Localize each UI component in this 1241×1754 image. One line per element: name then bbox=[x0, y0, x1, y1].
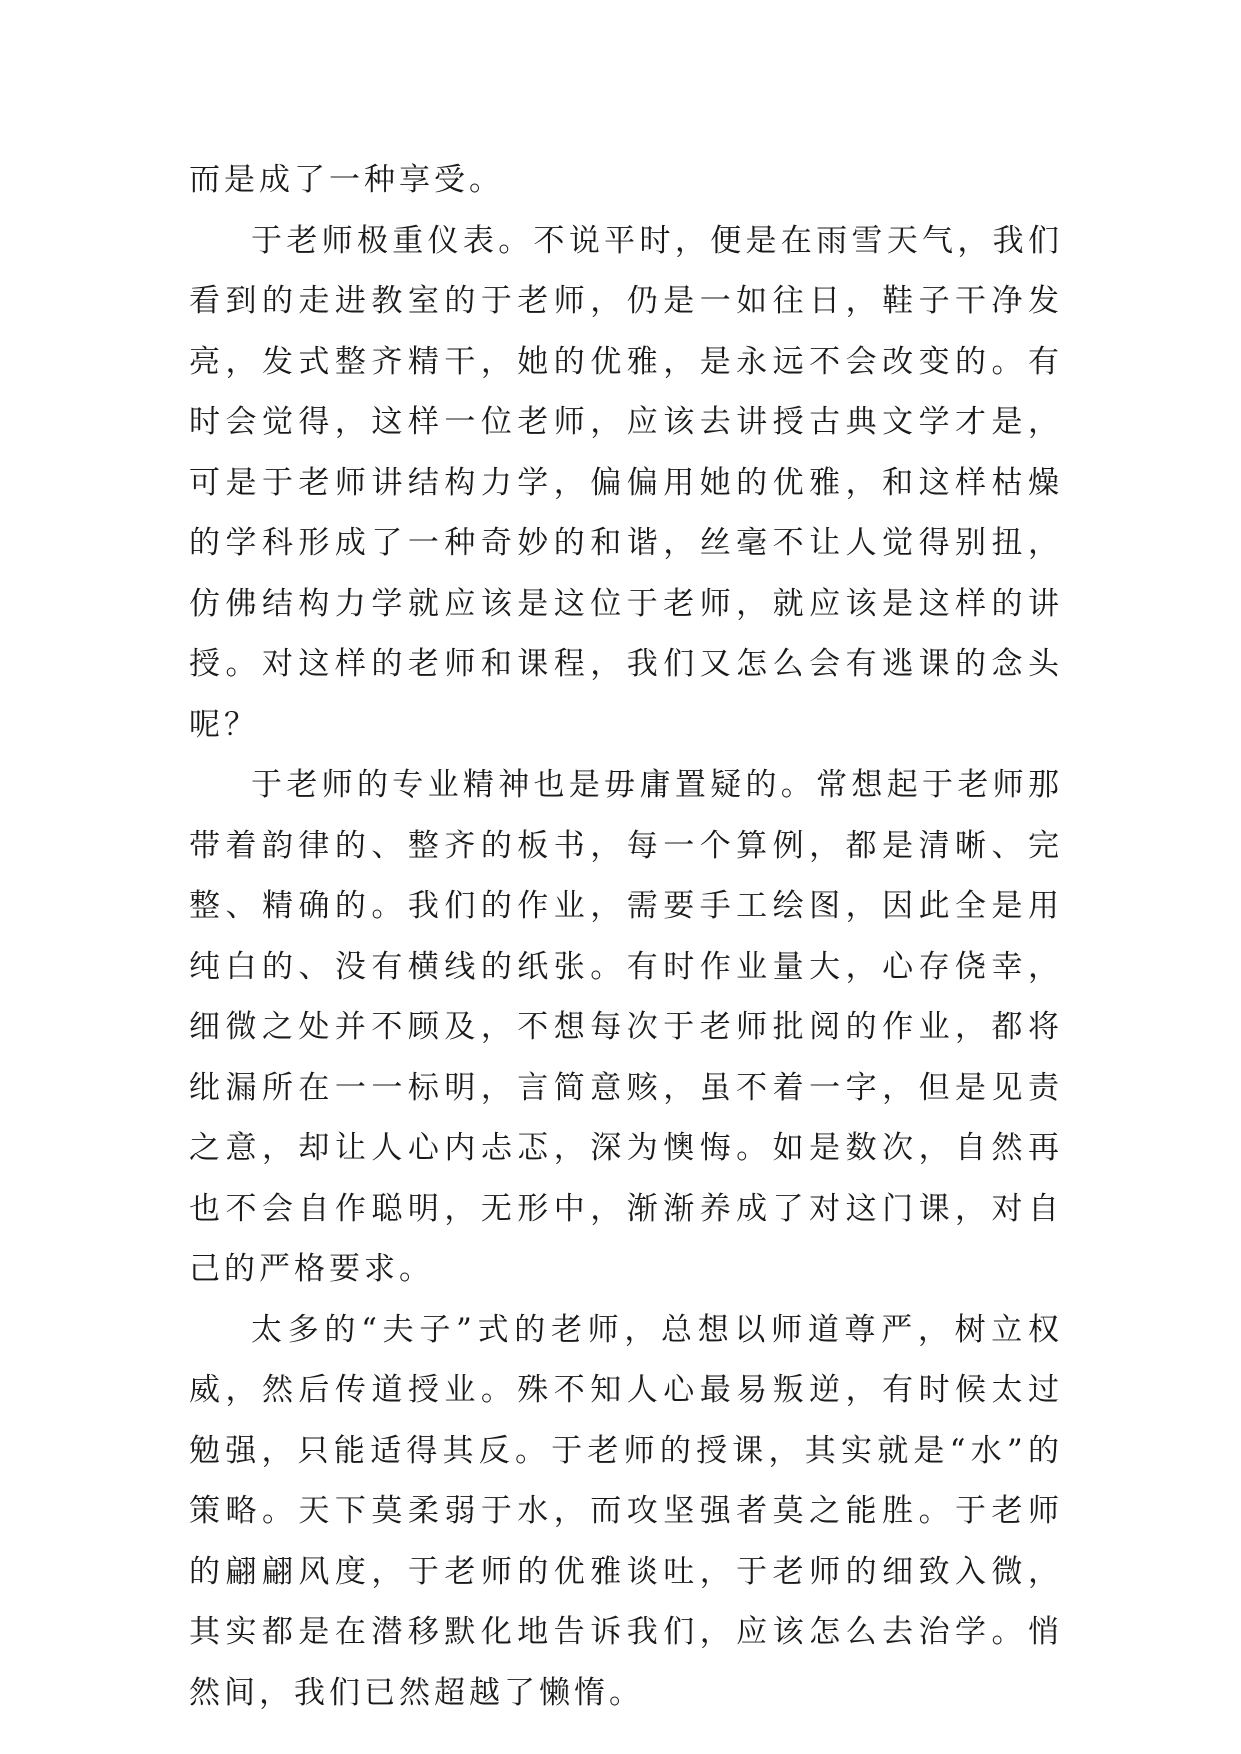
paragraph-water-strategy: 太多的“夫子”式的老师，总想以师道尊严，树立权威，然后传道授业。殊不知人心最易叛逆，有时候太过勉强，只能适得其反。于老师的授课，其实就是“水”的策略。天下莫柔弱于水，而攻坚强者莫之能胜。于老师的翩翩风度，于老师的优雅谈吐，于老师的细致入微，其实都是在潜移默化地告诉我们，应该怎么去治学。悄然间，我们已然超越了懒惰。 bbox=[189, 1311, 1063, 1711]
paragraph-continuation: 而是成了一种享受。 bbox=[189, 162, 504, 198]
paragraph-professionalism: 于老师的专业精神也是毋庸置疑的。常想起于老师那带着韵律的、整齐的板书，每一个算例，都是清晰、完整、精确的。我们的作业，需要手工绘图，因此全是用纯白的、没有横线的纸张。有时作业量大，心存侥幸，细微之处并不顾及，不想每次于老师批阅的作业，都将纰漏所在一一标明，言简意赅，虽不着一字，但是见责之意，却让人心内忐忑，深为懊悔。如是数次，自然再也不会自作聪明，无形中，渐渐养成了对这门课，对自己的严格要求。 bbox=[189, 767, 1063, 1287]
paragraph-appearance: 于老师极重仪表。不说平时，便是在雨雪天气，我们看到的走进教室的于老师，仍是一如往日，鞋子干净发亮，发式整齐精干，她的优雅，是永远不会改变的。有时会觉得，这样一位老师，应该去讲授古典文学才是，可是于老师讲结构力学，偏偏用她的优雅，和这样枯燥的学科形成了一种奇妙的和谐，丝毫不让人觉得别扭，仿佛结构力学就应该是这位于老师，就应该是这样的讲授。对这样的老师和课程，我们又怎么会有逃课的念头呢？ bbox=[189, 222, 1063, 743]
body-text bbox=[189, 150, 1063, 1723]
